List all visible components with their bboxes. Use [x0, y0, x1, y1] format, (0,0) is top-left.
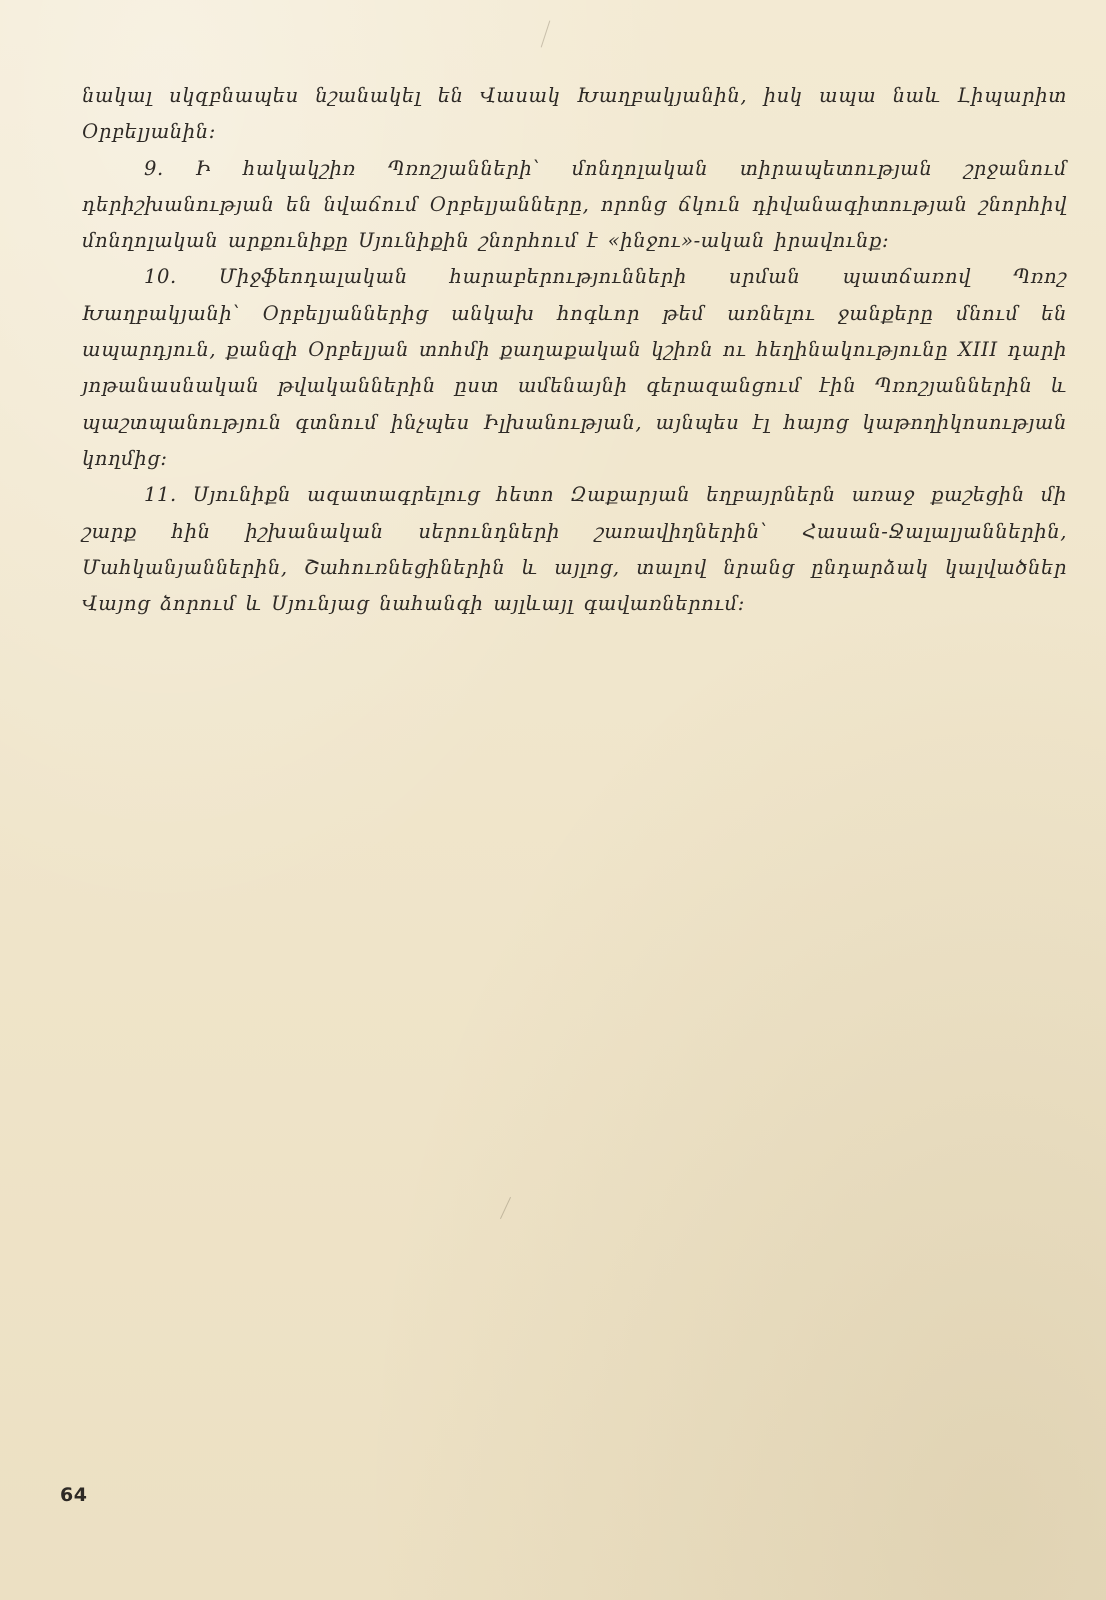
paragraph-9: 9. Ի հակակշիռ Պռոշյանների՝ մոնղոլական տիրապետության շրջանում դերիշխանության են նվաճում Օրբելյանները, որոնց ճկուն դիվանագիտության շնորհիվ մոնղոլական արքունիքը Սյունիքին շնորհում է «ինջու»-ական իրավունք։: [82, 156, 1067, 253]
paragraph-10: 10. Միջֆեոդալական հարաբերությունների սրման պատճառով Պռոշ Խաղբակյանի՝ Օրբելյաններից անկախ հոգևոր թեմ առնելու ջանքերը մնում են ապարդյուն, քանզի Օրբելյան տոհմի քաղաքական կշիռն ու հեղինակությունը XIII դարի յոթանասնական թվականներին ըստ ամենայնի գերազանցում էին Պռոշյաններին և պաշտպանություն գտնում ինչպես Իլխանության, այնպես էլ հայոց կաթողիկոսության կողմից։: [82, 265, 1067, 470]
page-number: 64: [60, 1484, 88, 1506]
paragraph-continuation: նակալ սկզբնապես նշանակել են Վասակ Խաղբակյանին, իսկ ապա նաև Լիպարիտ Օրբելյանին։: [82, 84, 1067, 144]
paper-scratch-mark: [541, 21, 551, 48]
paragraph-11: 11. Սյունիքն ազատագրելուց հետո Զաքարյան եղբայրներն առաջ քաշեցին մի շարք հին իշխանական սերունդների շառավիղներին՝ Հասան-Ջալալյաններին, Մահկանյաններին, Շահուռնեցիներին և այլոց, տալով նրանց ընդարձակ կալվածներ Վայոց ձորում և Սյունյաց նահանգի այլևայլ գավառներում։: [82, 483, 1067, 616]
body-text: [82, 78, 1067, 622]
paper-scratch-mark: [500, 1197, 511, 1219]
